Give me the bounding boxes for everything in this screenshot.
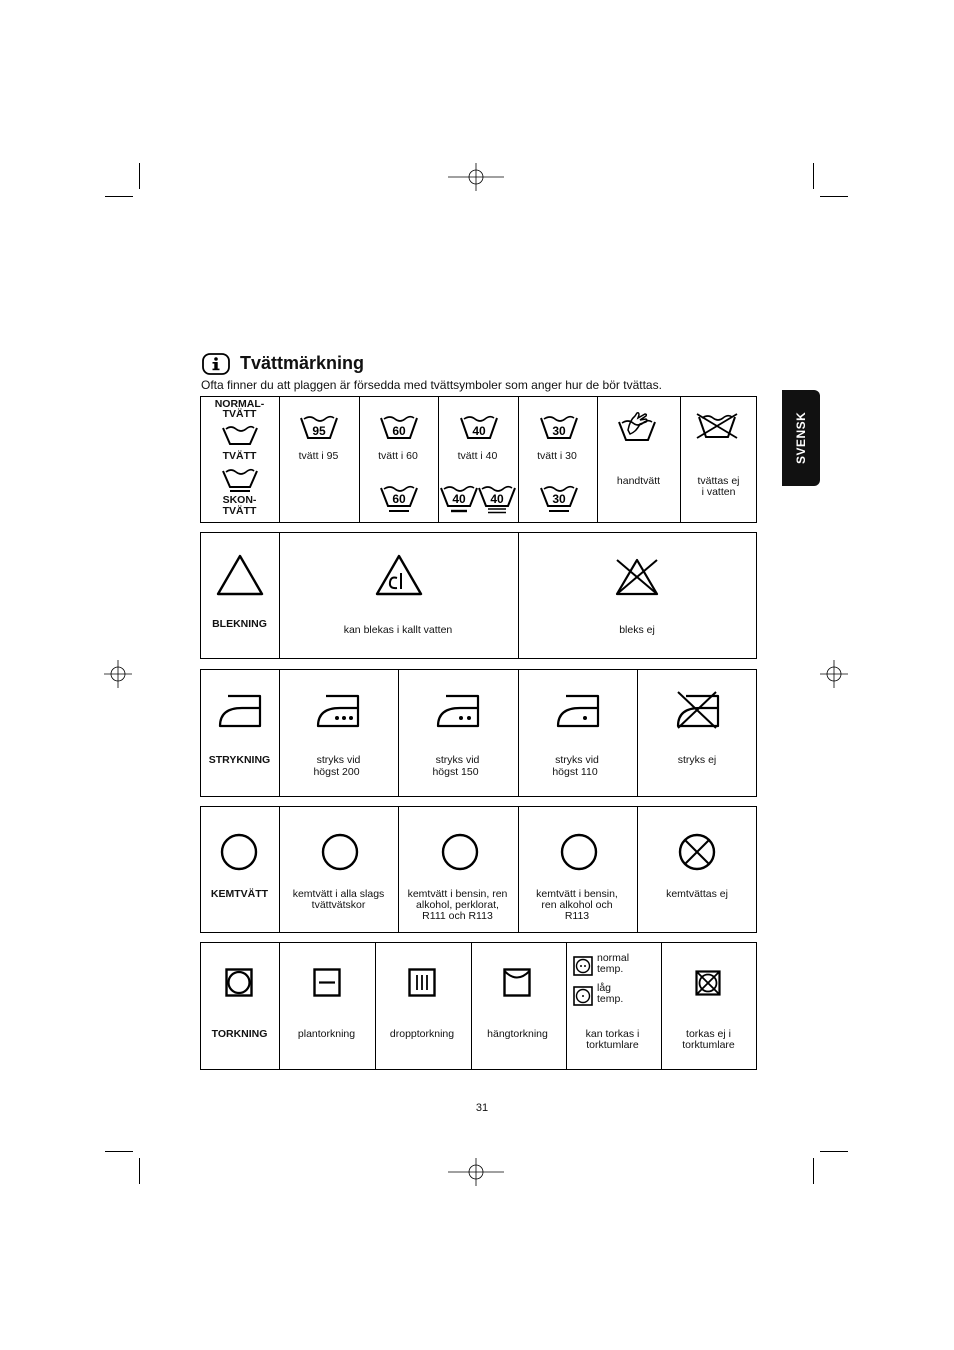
wash-60-gentle-temp: 60 xyxy=(392,492,406,506)
dryclean-petrol-icon xyxy=(560,833,598,871)
iron-high-caption-2: högst 200 xyxy=(313,766,360,778)
drying-label: TORKNING xyxy=(211,1028,268,1040)
drip-dry-caption: dropptorkning xyxy=(389,1028,455,1040)
dryclean-petrol-perc-caption-1: kemtvätt i bensin, ren xyxy=(407,888,508,900)
wash-label-skon-1: SKON- xyxy=(222,494,257,506)
dryclean-circle-icon xyxy=(220,833,258,871)
crop-mark xyxy=(813,1158,814,1184)
crop-mark xyxy=(139,163,140,189)
bleach-table xyxy=(200,532,757,659)
no-bleach-icon xyxy=(613,556,661,598)
no-wash-icon xyxy=(696,413,738,439)
wash-40-very-gentle-icon xyxy=(478,484,516,514)
wash-30-gentle-icon xyxy=(540,484,578,514)
iron-low-caption-2: högst 110 xyxy=(552,766,598,778)
crop-mark xyxy=(820,1151,848,1152)
no-iron-caption: stryks ej xyxy=(677,754,717,766)
no-wash-caption-2: i vatten xyxy=(701,486,736,498)
registration-mark-bottom xyxy=(448,1158,504,1186)
bleach-cold-icon xyxy=(375,554,423,596)
tumble-caption-1: kan torkas i xyxy=(585,1028,640,1040)
dryclean-petrol-perc-caption-3: R111 och R113 xyxy=(422,910,493,922)
no-bleach-caption: bleks ej xyxy=(619,624,655,636)
iron-icon xyxy=(218,692,262,728)
wash-label-normal-1: NORMAL- xyxy=(214,398,265,410)
wash-40-caption: tvätt i 40 xyxy=(457,450,498,462)
no-tumble-icon xyxy=(695,970,721,996)
iron-medium-icon xyxy=(436,692,480,728)
tumble-low-label-2: temp. xyxy=(597,993,624,1005)
dryclean-petrol-caption-1: kemtvätt i bensin, xyxy=(536,888,618,900)
wash-40-gentle-temp: 40 xyxy=(452,492,466,506)
crop-mark xyxy=(820,196,848,197)
no-wash-caption-1: tvättas ej xyxy=(697,475,740,487)
dryclean-petrol-perc-icon xyxy=(441,833,479,871)
flat-dry-caption: plantorkning xyxy=(297,1028,356,1040)
crop-mark xyxy=(105,1151,133,1152)
wash-95-temp: 95 xyxy=(312,424,326,438)
line-dry-caption: hängtorkning xyxy=(487,1028,548,1040)
hand-wash-icon xyxy=(618,410,656,442)
wash-label-tvatt: TVÄTT xyxy=(222,450,257,462)
dryclean-label: KEMTVÄTT xyxy=(210,888,269,900)
iron-medium-caption-1: stryks vid xyxy=(435,754,480,766)
wash-40-very-gentle-temp: 40 xyxy=(490,492,504,506)
dryclean-any-caption-1: kemtvätt i alla slags xyxy=(292,888,385,900)
tumble-normal-label-2: temp. xyxy=(597,963,624,975)
iron-high-icon xyxy=(316,692,360,728)
iron-low-icon xyxy=(556,692,600,728)
language-tab-label: SVENSK xyxy=(794,411,808,465)
iron-label: STRYKNING xyxy=(208,754,271,766)
wash-40-temp: 40 xyxy=(472,424,486,438)
iron-low-caption-1: stryks vid xyxy=(555,754,599,766)
registration-mark-top xyxy=(448,163,504,191)
wash-30-temp: 30 xyxy=(552,424,566,438)
iron-high-caption-1: stryks vid xyxy=(316,754,361,766)
line-dry-icon xyxy=(503,968,531,998)
flat-dry-icon xyxy=(313,968,341,998)
wash-60-temp: 60 xyxy=(392,424,406,438)
wash-30-gentle-temp: 30 xyxy=(552,492,566,506)
crop-mark xyxy=(139,1158,140,1184)
bleach-triangle-icon xyxy=(216,554,264,596)
wash-label-skon-2: TVÄTT xyxy=(222,505,257,517)
page-title: Tvättmärkning xyxy=(240,353,365,373)
dryclean-petrol-caption-2: ren alkohol och xyxy=(541,899,613,911)
no-tumble-caption-2: torktumlare xyxy=(682,1039,735,1051)
no-dryclean-caption: kemtvättas ej xyxy=(666,888,728,900)
wash-tub-gentle-icon xyxy=(222,467,258,493)
intro-text: Ofta finner du att plaggen är försedda med tvättsymboler som anger hur de bör tvättas. xyxy=(201,378,662,392)
drying-square-icon xyxy=(225,968,253,998)
wash-tub-icon xyxy=(222,424,258,446)
wash-40-gentle-icon xyxy=(440,484,478,514)
tumble-low-icon xyxy=(573,986,593,1006)
no-tumble-caption-1: torkas ej i xyxy=(686,1028,731,1040)
wash-30-icon xyxy=(540,414,578,440)
no-dryclean-icon xyxy=(678,833,716,871)
hand-wash-caption: handtvätt xyxy=(616,475,661,487)
wash-60-gentle-icon xyxy=(380,484,418,514)
iron-medium-caption-2: högst 150 xyxy=(432,766,479,778)
wash-95-icon xyxy=(300,414,338,440)
tumble-normal-icon xyxy=(573,956,593,976)
registration-mark-right xyxy=(820,660,848,688)
tumble-normal-label-1: normal xyxy=(597,952,630,964)
page-number: 31 xyxy=(475,1102,489,1114)
dryclean-any-caption-2: tvättvätskor xyxy=(311,899,366,911)
dryclean-petrol-caption-3: R113 xyxy=(564,910,590,922)
dryclean-any-icon xyxy=(321,833,359,871)
tumble-low-label-1: låg xyxy=(597,982,612,994)
bleach-label: BLEKNING xyxy=(212,618,267,630)
registration-mark-left xyxy=(104,660,132,688)
dryclean-petrol-perc-caption-2: alkohol, perklorat, xyxy=(416,899,499,911)
wash-40-icon xyxy=(460,414,498,440)
wash-95-caption: tvätt i 95 xyxy=(298,450,339,462)
wash-label-normal-2: TVÄTT xyxy=(222,408,257,420)
no-iron-icon xyxy=(674,690,720,730)
bleach-cold-caption: kan blekas i kallt vatten xyxy=(343,624,453,636)
crop-mark xyxy=(105,196,133,197)
wash-30-caption: tvätt i 30 xyxy=(537,450,577,462)
language-tab xyxy=(782,390,820,486)
tumble-caption-2: torktumlare xyxy=(586,1039,639,1051)
wash-60-caption: tvätt i 60 xyxy=(378,450,418,462)
info-icon xyxy=(202,353,230,375)
drip-dry-icon xyxy=(408,968,436,998)
crop-mark xyxy=(813,163,814,189)
wash-60-icon xyxy=(380,414,418,440)
